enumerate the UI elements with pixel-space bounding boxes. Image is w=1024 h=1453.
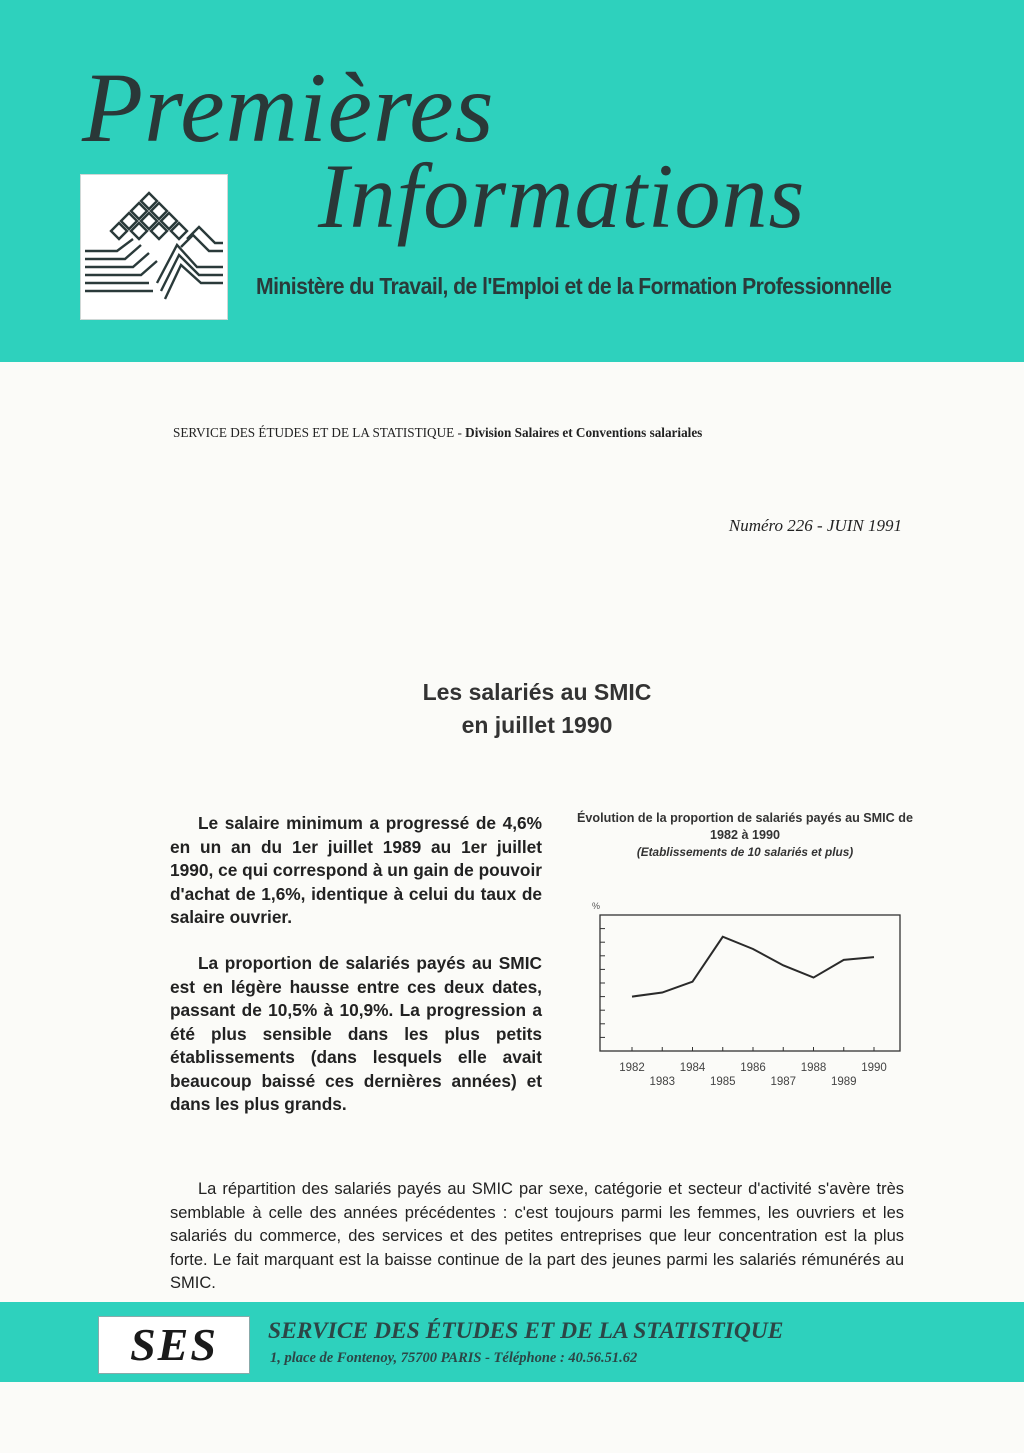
x-tick-label: 1990	[861, 1062, 887, 1074]
service-name: SERVICE DES ÉTUDES ET DE LA STATISTIQUE	[173, 425, 455, 440]
footer-banner	[0, 1302, 1024, 1382]
division-name: Division Salaires et Conventions salariales	[465, 425, 703, 440]
intro-paragraph-2	[170, 952, 542, 1117]
paragraph-text: La proportion de salariés payés au SMIC est en légère hausse entre ces deux dates, passant de 10,5% à 10,9%. La progression a été plus sensible dans les plus petits établissements (dans lesquels elle avait beaucoup baissé ces dernières années) et dans les plus grands.	[170, 953, 542, 1114]
x-tick-label: 1983	[649, 1076, 676, 1088]
ses-logo-box	[98, 1316, 250, 1374]
x-tick-label: 1985	[709, 1076, 736, 1088]
header-banner	[0, 0, 1024, 362]
issue-number: Numéro 226 - JUIN 1991	[728, 516, 902, 535]
chart-subtitle: (Etablissements de 10 salariés et plus)	[636, 845, 854, 859]
paragraph-text: Le salaire minimum a progressé de 4,6% en un an du 1er juillet 1989 au 1er juillet 1990, ce qui correspond à un gain de pouvoir d'achat de 1,6%, identique à celui du taux de salaire ouvrier.	[170, 813, 542, 927]
separator: -	[457, 425, 466, 440]
y-unit-label: %	[592, 901, 601, 911]
ses-logo: SES	[130, 1319, 218, 1370]
ministry-name: Ministère du Travail, de l'Emploi et de la Formation Professionnelle	[256, 273, 892, 299]
x-tick-label: 1987	[770, 1076, 797, 1088]
ministry-logo	[80, 174, 228, 320]
headline-line1: Les salariés au SMIC	[422, 679, 652, 705]
service-division-line	[173, 425, 702, 441]
x-tick-label: 1986	[740, 1062, 766, 1074]
publication-title-line2: Informations	[318, 145, 806, 247]
plot-frame	[600, 915, 900, 1051]
x-tick-label: 1989	[830, 1076, 857, 1088]
series-line	[632, 937, 874, 997]
footer-address: 1, place de Fontenoy, 75700 PARIS - Téléphone : 40.56.51.62	[270, 1350, 638, 1366]
chart-title: Évolution de la proportion de salariés payés au SMIC de 1982 à 1990	[577, 811, 913, 842]
ministry-logo-icon	[81, 175, 227, 319]
intro-paragraph-1	[170, 812, 542, 930]
paragraph-text: La répartition des salariés payés au SMIC par sexe, catégorie et secteur d'activité s'avère très semblable à celle des années précédentes : c'est toujours parmi les femmes, les ouvriers et les salariés du commerce, des services et des petites entreprises que leur concentration est la plus forte. Le fait marquant est la baisse continue de la part des jeunes parmi les salariés rémunérés au SMIC.	[170, 1180, 904, 1292]
x-tick-label: 1988	[800, 1062, 827, 1074]
headline	[300, 676, 774, 742]
smic-proportion-chart	[575, 806, 915, 1096]
x-tick-label: 1982	[619, 1062, 645, 1074]
headline-line2: en juillet 1990	[461, 712, 613, 738]
publication-title-line1: Premières	[82, 52, 495, 163]
chart-plot-svg	[575, 806, 915, 1096]
footer-service-name: SERVICE DES ÉTUDES ET DE LA STATISTIQUE	[268, 1318, 784, 1344]
body-paragraph	[170, 1178, 904, 1296]
x-tick-label: 1984	[679, 1062, 706, 1074]
